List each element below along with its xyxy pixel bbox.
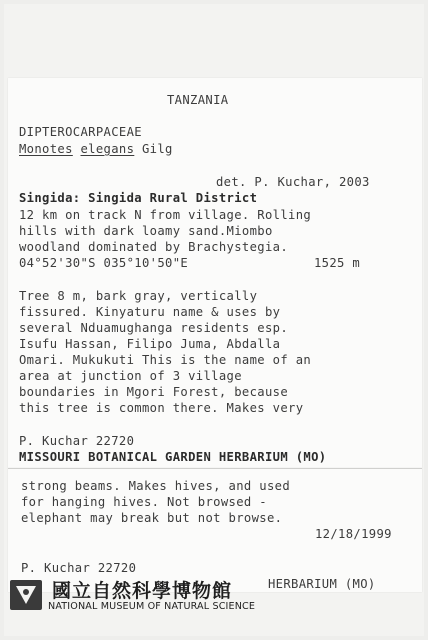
scientific-name: [19, 141, 173, 157]
locality-line: woodland dominated by Brachystegia.: [19, 240, 289, 254]
notes-line: elephant may break but not browse.: [21, 511, 283, 525]
collector: P. Kuchar 22720: [21, 561, 137, 575]
locality-heading: Singida: Singida Rural District: [19, 191, 258, 205]
collection-date: 12/18/1999: [315, 527, 392, 541]
museum-emblem-icon: [10, 580, 42, 610]
coordinates: 04°52'30"S 035°10'50"E: [19, 256, 189, 270]
country: TANZANIA: [167, 93, 229, 107]
locality-line: hills with dark loamy sand.Miombo: [19, 224, 273, 238]
determiner: det. P. Kuchar, 2003: [216, 175, 370, 189]
collector: P. Kuchar 22720: [19, 434, 135, 448]
museum-logo: [8, 576, 428, 616]
herbarium-name: MISSOURI BOTANICAL GARDEN HERBARIUM (MO): [19, 450, 327, 464]
locality-line: 12 km on track N from village. Rolling: [19, 208, 312, 222]
notes-line: several Nduamughanga residents esp.: [19, 321, 289, 335]
notes-line: Tree 8 m, bark gray, vertically: [19, 289, 258, 303]
author: Gilg: [134, 142, 173, 156]
museum-name-english: NATIONAL MUSEUM OF NATURAL SCIENCE: [48, 601, 256, 612]
family-name: DIPTEROCARPACEAE: [19, 125, 142, 139]
notes-line: strong beams. Makes hives, and used: [21, 479, 291, 493]
notes-line: for hanging hives. Not browsed -: [21, 495, 267, 509]
notes-line: Omari. Mukukuti This is the name of an: [19, 353, 312, 367]
herbarium-name-partial: HERBARIUM (MO): [268, 577, 376, 591]
genus: Monotes: [19, 142, 73, 156]
museum-name-chinese: 國立自然科學博物館: [52, 580, 233, 602]
notes-line: Isufu Hassan, Filipo Juma, Abdalla: [19, 337, 281, 351]
species: elegans: [80, 142, 135, 156]
label-divider: [8, 468, 422, 469]
notes-line: fissured. Kinyaturu name & uses by: [19, 305, 281, 319]
elevation: 1525 m: [314, 256, 361, 270]
notes-line: this tree is common there. Makes very: [19, 401, 304, 415]
notes-line: boundaries in Mgori Forest, because: [19, 385, 289, 399]
notes-line: area at junction of 3 village: [19, 369, 242, 383]
